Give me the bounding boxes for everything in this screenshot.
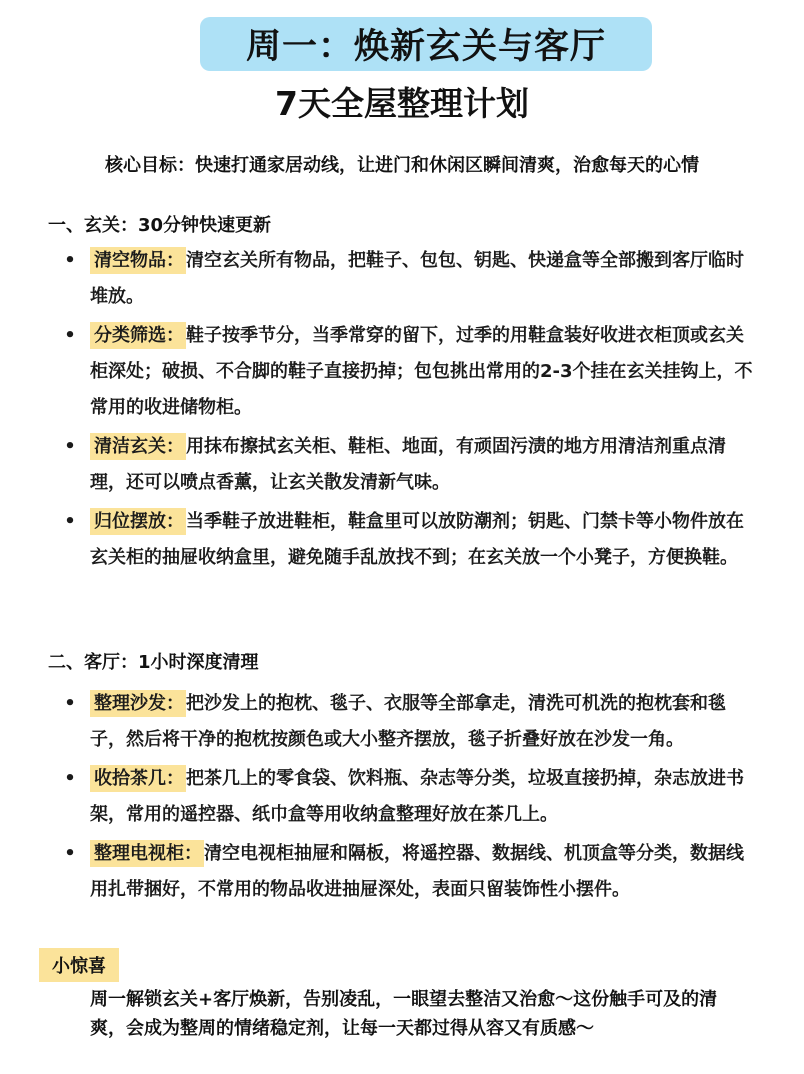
list-item xyxy=(60,318,760,426)
task-text: 清空电视柜抽屉和隔板，将遥控器、数据线、机顶盒等分类，数据线用扎带捆好，不常用的物品收进抽屉深处，表面只留装饰性小摆件。 xyxy=(90,843,744,900)
task-label: 收拾茶几： xyxy=(90,765,186,792)
list-item xyxy=(60,836,760,908)
task-text: 当季鞋子放进鞋柜，鞋盒里可以放防潮剂；钥匙、门禁卡等小物件放在玄关柜的抽屉收纳盒里，避免随手乱放找不到；在玄关放一个小凳子，方便换鞋。 xyxy=(90,511,744,568)
living-room-task-list xyxy=(60,686,760,911)
bullet-dot-icon: • xyxy=(64,436,76,457)
plan-subtitle: 7天全屋整理计划 xyxy=(275,84,529,123)
section-heading-living-room: 二、客厅：1小时深度清理 xyxy=(48,652,259,673)
list-item xyxy=(60,686,760,758)
surprise-tag: 小惊喜 xyxy=(39,948,119,982)
task-text: 鞋子按季节分，当季常穿的留下，过季的用鞋盒装好收进衣柜顶或玄关柜深处；破损、不合脚的鞋子直接扔掉；包包挑出常用的2-3个挂在玄关挂钩上，不常用的收进储物柜。 xyxy=(90,325,753,418)
bullet-dot-icon: • xyxy=(64,511,76,532)
core-goal: 核心目标：快速打通家居动线，让进门和休闲区瞬间清爽，治愈每天的心情 xyxy=(105,155,699,176)
task-label: 清空物品： xyxy=(90,247,186,274)
bullet-dot-icon: • xyxy=(64,325,76,346)
bullet-dot-icon: • xyxy=(64,693,76,714)
bullet-dot-icon: • xyxy=(64,768,76,789)
section-heading-entryway: 一、玄关：30分钟快速更新 xyxy=(48,215,272,236)
task-text: 把沙发上的抱枕、毯子、衣服等全部拿走，清洗可机洗的抱枕套和毯子，然后将干净的抱枕按颜色或大小整齐摆放，毯子折叠好放在沙发一角。 xyxy=(90,693,726,750)
surprise-text: 周一解锁玄关+客厅焕新，告别凌乱，一眼望去整洁又治愈～这份触手可及的清爽，会成为整周的情绪稳定剂，让每一天都过得从容又有质感～ xyxy=(90,989,718,1039)
bullet-dot-icon: • xyxy=(64,250,76,271)
entryway-task-list xyxy=(60,243,760,579)
task-label: 清洁玄关： xyxy=(90,433,186,460)
title-banner xyxy=(200,17,652,71)
bullet-dot-icon: • xyxy=(64,843,76,864)
task-label: 归位摆放： xyxy=(90,508,186,535)
task-text: 用抹布擦拭玄关柜、鞋柜、地面，有顽固污渍的地方用清洁剂重点清理，还可以喷点香薰，让玄关散发清新气味。 xyxy=(90,436,726,493)
task-label: 分类筛选： xyxy=(90,322,186,349)
list-item xyxy=(60,504,760,576)
task-text: 把茶几上的零食袋、饮料瓶、杂志等分类，垃圾直接扔掉，杂志放进书架，常用的遥控器、纸巾盒等用收纳盒整理好放在茶几上。 xyxy=(90,768,744,825)
list-item xyxy=(60,243,760,315)
list-item xyxy=(60,429,760,501)
task-label: 整理沙发： xyxy=(90,690,186,717)
task-label: 整理电视柜： xyxy=(90,840,204,867)
list-item xyxy=(60,761,760,833)
task-text: 清空玄关所有物品，把鞋子、包包、钥匙、快递盒等全部搬到客厅临时堆放。 xyxy=(90,250,744,307)
page-title: 周一：焕新玄关与客厅 xyxy=(245,27,606,67)
